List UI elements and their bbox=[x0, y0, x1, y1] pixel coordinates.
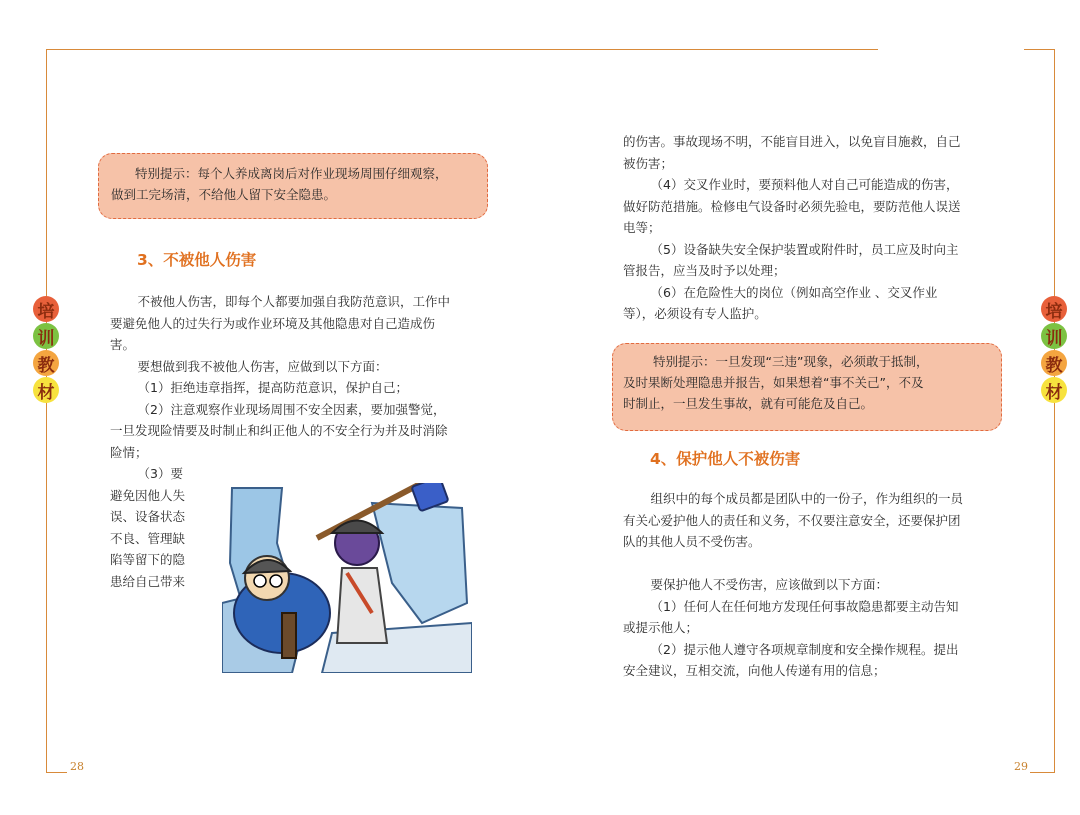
text-line: 做好防范措施。检修电气设备时必须先验电，要防范他人误送 bbox=[623, 198, 961, 214]
section-title-3: 3、不被他人伤害 bbox=[137, 251, 257, 269]
text-line: 等），必须设有专人监护。 bbox=[623, 306, 767, 321]
text-line: （1）任何人在任何地方发现任何事故隐患都要主动告知 bbox=[650, 598, 959, 614]
text-line: （3）要 bbox=[137, 466, 183, 481]
tip-line: 特别提示：每个人养成离岗后对作业现场周围仔细观察， bbox=[135, 166, 448, 181]
text-line: 组织中的每个成员都是团队中的一份子，作为组织的一员 bbox=[650, 491, 964, 506]
text-line: （2）注意观察作业现场周围不安全因素，要加强警觉， bbox=[137, 401, 446, 417]
text-line: 不良、管理缺 bbox=[110, 530, 186, 546]
tab-char: 教 bbox=[33, 350, 59, 376]
tab-char: 教 bbox=[1041, 350, 1067, 376]
side-tab-left bbox=[33, 296, 59, 403]
tab-char: 训 bbox=[1041, 323, 1067, 349]
text-line: 误、设备状态 bbox=[110, 509, 186, 524]
text-line: 不被他人伤害，即每个人都要加强自我防范意识，工作中 bbox=[137, 294, 451, 309]
page-number-left: 28 bbox=[70, 760, 84, 773]
text-line: 管报告，应当及时予以处理； bbox=[623, 263, 786, 278]
text-line: 的伤害。事故现场不明，不能盲目进入，以免盲目施救，自己 bbox=[623, 134, 961, 149]
frame-top-right bbox=[1024, 49, 1054, 50]
text-line: 要避免他人的过失行为或作业环境及其他隐患对自己造成伤 bbox=[110, 315, 436, 331]
text-line: 安全建议，互相交流，向他人传递有用的信息； bbox=[623, 663, 886, 678]
spacer bbox=[623, 553, 993, 575]
frame-left-vertical bbox=[46, 49, 47, 772]
text-line: （4）交叉作业时，要预料他人对自己可能造成的伤害， bbox=[650, 177, 959, 192]
tab-char: 培 bbox=[33, 296, 59, 322]
frame-right-vertical bbox=[1054, 49, 1055, 772]
frame-top-left bbox=[46, 49, 878, 50]
right-para-bottom bbox=[623, 488, 993, 682]
side-tab-right bbox=[1041, 296, 1067, 403]
text-line: 要保护他人不受伤害，应该做到以下方面： bbox=[650, 577, 889, 592]
tip-box-right bbox=[612, 343, 1002, 431]
left-para-item3 bbox=[110, 463, 220, 592]
section-title-4: 4、保护他人不被伤害 bbox=[650, 450, 801, 468]
tab-char: 材 bbox=[33, 377, 59, 403]
text-line: （2）提示他人遵守各项规章制度和安全操作规程。提出 bbox=[650, 641, 959, 657]
text-line: 避免因他人失 bbox=[110, 487, 186, 503]
right-para-top bbox=[623, 131, 993, 325]
frame-bottom-right bbox=[1030, 772, 1055, 773]
tip-box-left bbox=[98, 153, 488, 219]
text-line: 电等； bbox=[623, 220, 661, 235]
text-line: 被伤害； bbox=[623, 155, 674, 171]
text-line: 患给自己带来 bbox=[110, 573, 186, 589]
text-line: 有关心爱护他人的责任和义务，不仅要注意安全，还要保护团 bbox=[623, 512, 961, 528]
text-line: 害。 bbox=[110, 337, 136, 352]
left-para-1 bbox=[110, 291, 480, 463]
tab-char: 培 bbox=[1041, 296, 1067, 322]
page-number-right: 29 bbox=[1014, 760, 1028, 773]
cartoon-illustration bbox=[222, 483, 472, 673]
text-line: （5）设备缺失安全保护装置或附件时，员工应及时向主 bbox=[650, 241, 959, 257]
tip-line: 及时果断处理隐患并报告，如果想着“事不关己”，不及 bbox=[623, 375, 924, 390]
text-line: 险情； bbox=[110, 444, 148, 460]
tab-char: 材 bbox=[1041, 377, 1067, 403]
frame-bottom-left bbox=[46, 772, 67, 773]
tip-line: 特别提示：一旦发现“三违”现象，必须敢于抵制， bbox=[653, 354, 929, 369]
text-line: （6）在危险性大的岗位（例如高空作业 、交叉作业 bbox=[650, 284, 938, 300]
tab-char: 训 bbox=[33, 323, 59, 349]
text-line: 要想做到我不被他人伤害，应做到以下方面： bbox=[137, 358, 388, 374]
tip-line: 时制止，一旦发生事故，就有可能危及自己。 bbox=[623, 396, 874, 411]
tip-line: 做到工完场清，不给他人留下安全隐患。 bbox=[111, 187, 337, 202]
text-line: （1）拒绝违章指挥，提高防范意识，保护自己； bbox=[137, 380, 408, 395]
text-line: 或提示他人； bbox=[623, 620, 699, 635]
text-line: 队的其他人员不受伤害。 bbox=[623, 534, 761, 549]
text-line: 一旦发现险情要及时制止和纠正他人的不安全行为并及时消除 bbox=[110, 423, 448, 438]
text-line: 陷等留下的隐 bbox=[110, 552, 186, 567]
